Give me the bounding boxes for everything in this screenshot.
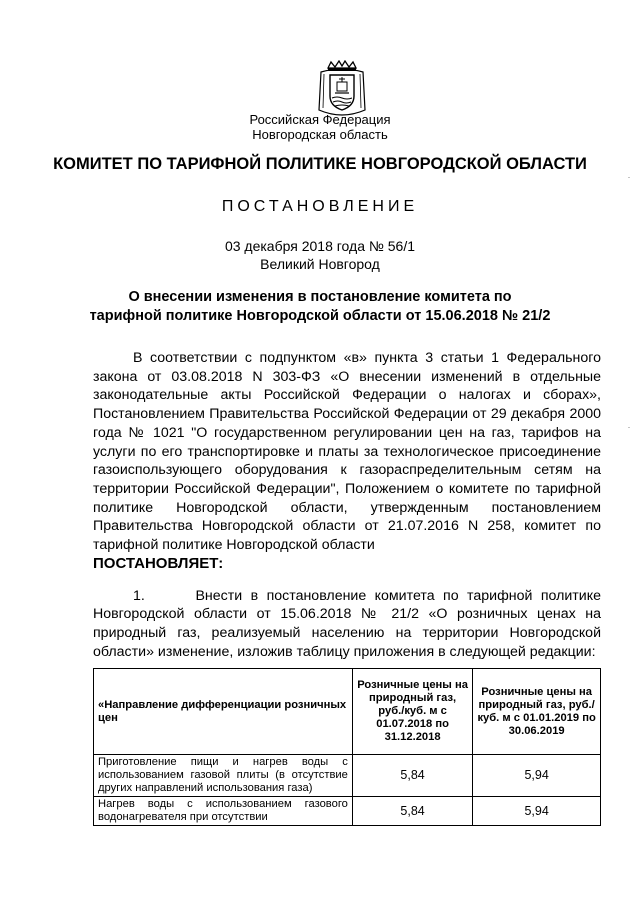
- date-number: [0, 237, 640, 273]
- clause-1: 1. Внести в постановление комитета по тарифной политике Новгородской области от 15.06.2018 № 21/2 «О розничных ценах на природный газ, реализуемый населению на территории Новгородской области» изменение, изложив таблицу приложения в следующей редакции:: [93, 587, 601, 660]
- row-category: Приготовление пищи и нагрев воды с использованием газовой плиты (в отсутствие других направлений использования газа): [94, 755, 353, 797]
- margin-mark: .: [627, 420, 631, 430]
- row-price-2019: 5,94: [473, 755, 601, 797]
- document-title: [0, 288, 640, 326]
- table-header-row: [94, 669, 601, 755]
- title-line-2: тарифной политике Новгородской области от 15.06.2018 № 21/2: [89, 308, 551, 324]
- table-row: [94, 755, 601, 797]
- row-category: Нагрев воды с использованием газового водонагревателя при отсутствии: [94, 797, 353, 826]
- committee-name: КОМИТЕТ ПО ТАРИФНОЙ ПОЛИТИКЕ НОВГОРОДСКОЙ ОБЛАСТИ: [53, 155, 587, 173]
- header-price-2019: Розничные цены на природный газ, руб./куб. м с 01.01.2019 по 30.06.2019: [473, 669, 601, 755]
- row-price-2019: 5,94: [473, 797, 601, 826]
- resolve-heading: ПОСТАНОВЛЯЕТ:: [93, 554, 224, 572]
- table-row: [94, 797, 601, 826]
- header-price-2018: Розничные цены на природный газ, руб./куб. м с 01.07.2018 по 31.12.2018: [352, 669, 472, 755]
- country-name: Российская Федерация: [249, 112, 391, 127]
- margin-mark: .: [627, 170, 631, 180]
- region-name: Новгородская область: [252, 127, 388, 142]
- row-price-2018: 5,84: [352, 797, 472, 826]
- preamble-paragraph: В соответствии с подпунктом «в» пункта 3 статьи 1 Федерального закона от 03.08.2018 N 303-ФЗ «О внесении изменений в отдельные законодательные акты Российской Федерации о налогах и сборах», Постановлением Правительства Российской Федерации от 29 декабря 2000 года № 1021 "О государственном регулировании цен на газ, тарифов на услуги по его транспортировке и платы за технологическое присоединение газоиспользующего оборудования к газораспределительным сетям на территории Российской Федерации", Положением о комитете по тарифной политике Новгородской области, утвержденным постановлением Правительства Новгородской области от 21.07.2016 N 258, комитет по тарифной политике Новгородской области: [93, 350, 601, 554]
- document-type: ПОСТАНОВЛЕНИЕ: [221, 198, 419, 215]
- date-and-number: 03 декабря 2018 года № 56/1: [224, 238, 416, 254]
- title-line-1: О внесении изменения в постановление комитета по: [128, 289, 512, 305]
- city: Великий Новгород: [260, 256, 380, 272]
- row-price-2018: 5,84: [352, 755, 472, 797]
- novgorod-coat-of-arms-icon: [315, 60, 369, 120]
- tariff-table: [93, 668, 601, 826]
- body: [93, 349, 601, 662]
- header-direction: «Направление дифференциации розничных цен: [94, 669, 353, 755]
